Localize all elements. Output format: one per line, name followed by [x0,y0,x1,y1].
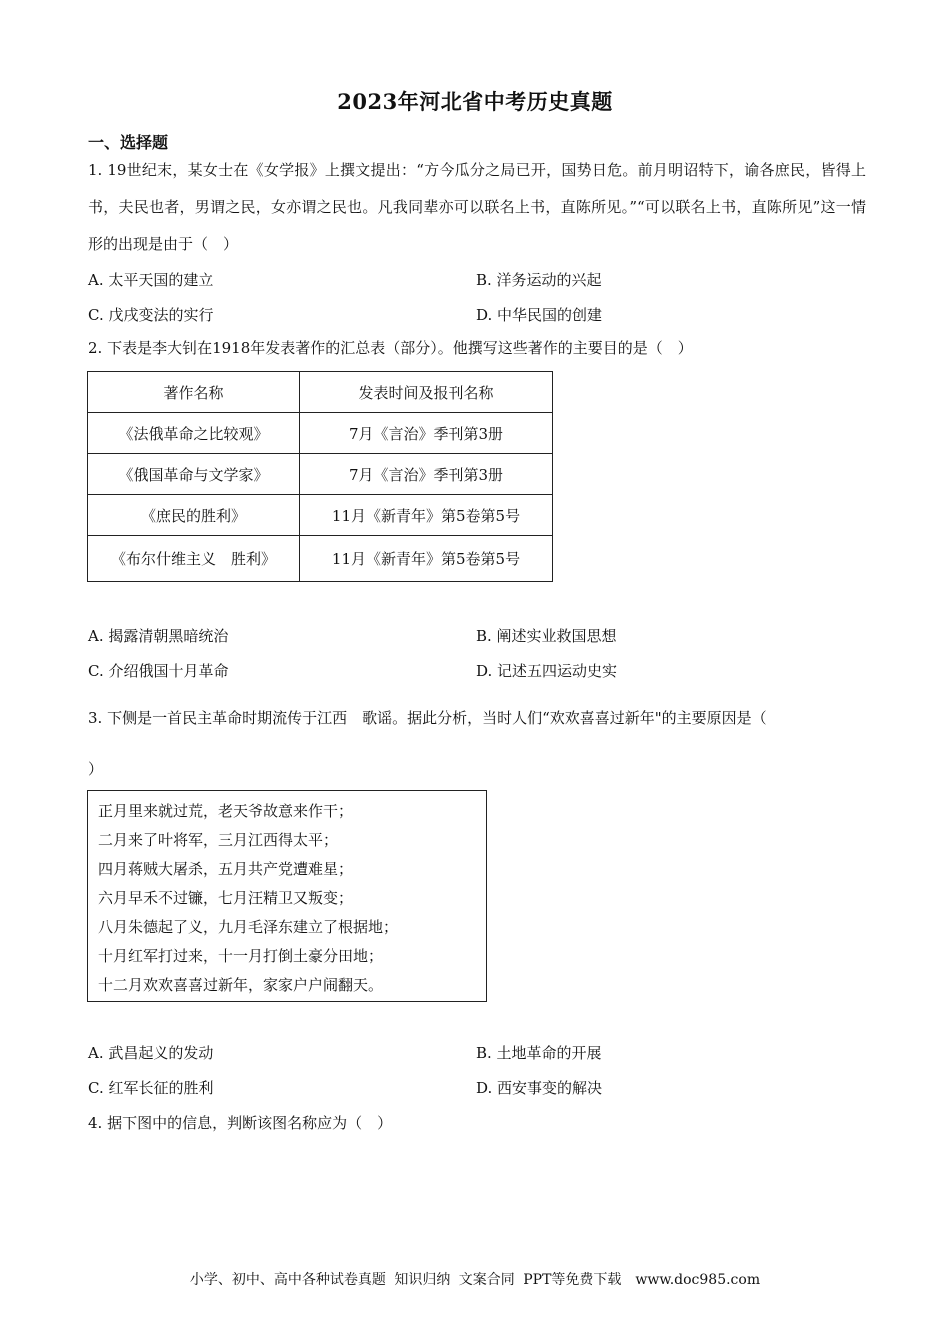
table-row [88,536,553,582]
folk-song-box [87,790,487,1002]
song-line: 十二月欢欢喜喜过新年，家家户户闹翻天。 [98,976,384,994]
question-3-stem-end: ） [88,760,104,778]
question-3-option-c[interactable]: C. 红军长征的胜利 [88,1079,214,1097]
question-1-option-b[interactable]: B. 洋务运动的兴起 [476,271,602,289]
table-row [88,495,553,536]
question-4-stem: 4. 据下图中的信息，判断该图名称应为（ ） [88,1114,393,1132]
table-cell: 《法俄革命之比较观》 [88,413,300,454]
page-title: 2023年河北省中考历史真题 [337,89,613,114]
table-cell: 《庶民的胜利》 [88,495,300,536]
question-2-option-c[interactable]: C. 介绍俄国十月革命 [88,662,229,680]
table-cell: 11月《新青年》第5卷第5号 [300,536,553,582]
question-3-option-b[interactable]: B. 土地革命的开展 [476,1044,602,1062]
song-line: 八月朱德起了义，九月毛泽东建立了根据地； [98,918,399,936]
question-1-option-a[interactable]: A. 太平天国的建立 [88,271,214,289]
song-line: 六月早禾不过镰，七月汪精卫又叛变； [98,889,354,907]
song-line: 四月蒋贼大屠杀，五月共产党遭难星； [98,860,354,878]
table-cell: 7月《言治》季刊第3册 [300,413,553,454]
table-header-cell: 发表时间及报刊名称 [300,372,553,413]
page-footer: 小学、初中、高中各种试卷真题 知识归纳 文案合同 PPT等免费下载 www.doc985.com [189,1272,761,1288]
question-2-option-b[interactable]: B. 阐述实业救国思想 [476,627,617,645]
table-header-cell: 著作名称 [88,372,300,413]
works-table [87,371,553,582]
table-cell: 7月《言治》季刊第3册 [300,454,553,495]
song-line: 正月里来就过荒，老天爷故意来作干； [98,802,354,820]
question-3-stem: 3. 下侧是一首民主革命时期流传于江西 歌谣。据此分析，当时人们“欢欢喜喜过新年"的主要原因是（ [88,709,767,727]
question-2-stem: 2. 下表是李大钊在1918年发表著作的汇总表（部分）。他撰写这些著作的主要目的是（ ） [88,339,693,357]
question-1-option-c[interactable]: C. 戊戌变法的实行 [88,306,214,324]
question-2-option-a[interactable]: A. 揭露清朝黑暗统治 [88,627,229,645]
song-line: 二月来了叶将军，三月江西得太平； [98,831,339,849]
section-heading: 一、选择题 [88,133,169,152]
question-3-option-a[interactable]: A. 武昌起义的发动 [88,1044,214,1062]
question-3-option-d[interactable]: D. 西安事变的解决 [476,1079,603,1097]
question-1-stem: 1. 19世纪末，某女士在《女学报》上撰文提出：“方今瓜分之局已开，国势日危。前月明诏特下，谕各庶民，皆得上书，夫民也者，男谓之民，女亦谓之民也。凡我同辈亦可以联名上书，直陈所见。”“可以联名上书，直陈所见”这一情形的出现是由于（ ） [88,161,866,253]
question-1-option-d[interactable]: D. 中华民国的创建 [476,306,603,324]
table-row [88,454,553,495]
table-cell: 《布尔什维主义 胜利》 [88,536,300,582]
song-line: 十月红军打过来，十一月打倒土豪分田地； [98,947,384,965]
table-row [88,413,553,454]
question-2-option-d[interactable]: D. 记述五四运动史实 [476,662,618,680]
table-cell: 《俄国革命与文学家》 [88,454,300,495]
table-header-row [88,372,553,413]
table-cell: 11月《新青年》第5卷第5号 [300,495,553,536]
